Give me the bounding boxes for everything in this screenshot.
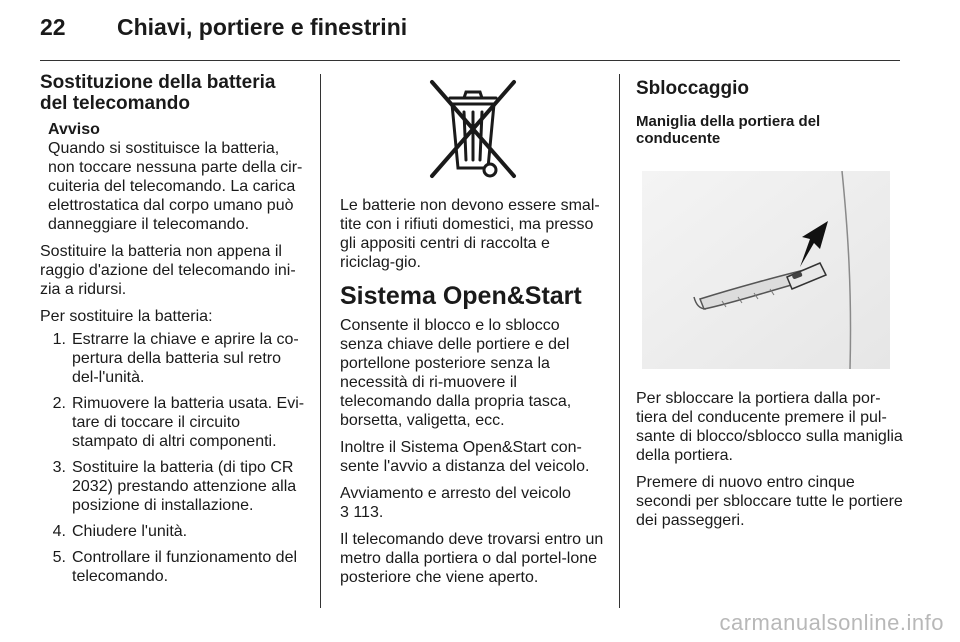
subheading-driver-door: Maniglia della portiera del conducente bbox=[636, 113, 821, 147]
step-text: Estrarre la chiave e aprire la co-pertura della batteria sul retro del-l'unità. bbox=[72, 331, 299, 386]
paragraph: Inoltre il Sistema Open&Start con-sente l'avvio a distanza del veicolo. bbox=[340, 439, 590, 475]
step-text: Controllare il funzionamento del telecomando. bbox=[72, 549, 298, 585]
paragraph: Per sostituire la batteria: bbox=[40, 308, 213, 325]
list-item bbox=[40, 548, 308, 586]
notice-title: Avviso bbox=[48, 121, 100, 138]
paragraph bbox=[340, 484, 606, 522]
door-handle-illustration bbox=[642, 171, 890, 369]
step-number: 5. bbox=[52, 549, 66, 566]
step-number: 1. bbox=[52, 331, 66, 348]
step-text: Rimuovere la batteria usata. Evi-tare di toccare il circuito stampato di altri componenti. bbox=[72, 395, 305, 450]
watermark: carmanualsonline.info bbox=[719, 610, 944, 635]
notice-box bbox=[48, 120, 308, 234]
step-text: Sostituire la batteria (di tipo CR 2032) prestando attenzione alla posizione di installazione. bbox=[72, 459, 297, 514]
step-number: 4. bbox=[52, 523, 66, 540]
notice-text: Quando si sostituisce la batteria, non toccare nessuna parte della cir-cuiteria del telecomando. La carica elettrostatica dal corpo umano può danneggiare il telecomando. bbox=[48, 140, 303, 233]
page-reference-link[interactable]: 3 113. bbox=[340, 504, 384, 521]
section-heading-battery: Sostituzione della batteria del telecomando bbox=[40, 72, 276, 114]
step-text: Chiudere l'unità. bbox=[72, 523, 188, 540]
list-item bbox=[40, 522, 308, 541]
step-number: 3. bbox=[52, 459, 66, 476]
section-heading-unlock: Sbloccaggio bbox=[636, 78, 749, 99]
paragraph: Per sbloccare la portiera dalla por-tiera del conducente premere il pul-sante di blocco/sblocco sulla maniglia della portiera. bbox=[636, 390, 903, 464]
paragraph: Il telecomando deve trovarsi entro un metro dalla portiera o dal portel-lone posteriore che viene aperto. bbox=[340, 531, 604, 586]
column-right bbox=[636, 78, 904, 538]
page-title: Chiavi, portiere e finestrini bbox=[117, 14, 408, 40]
header-divider bbox=[40, 60, 900, 61]
crossed-out-wheelie-bin-icon bbox=[340, 76, 606, 186]
section-heading-open-start: Sistema Open&Start bbox=[340, 282, 582, 310]
paragraph: Consente il blocco e lo sblocco senza chiave delle portiere e del portellone posteriore senza la necessità di ri-muovere il telecomando dalla propria tasca, borsetta, valigetta, ecc. bbox=[340, 317, 572, 429]
list-item bbox=[40, 330, 308, 387]
column-divider-2 bbox=[619, 74, 620, 608]
paragraph: Le batterie non devono essere smal-tite con i rifiuti domestici, ma presso gli appositi centri di raccolta e riciclag-gio. bbox=[340, 197, 600, 271]
steps-list bbox=[40, 330, 308, 586]
paragraph: Premere di nuovo entro cinque secondi per sbloccare tutte le portiere dei passeggeri. bbox=[636, 474, 903, 529]
column-divider-1 bbox=[320, 74, 321, 608]
paragraph: Sostituire la batteria non appena il raggio d'azione del telecomando ini-zia a ridursi. bbox=[40, 243, 296, 298]
step-number: 2. bbox=[52, 395, 66, 412]
text-line: Avviamento e arresto del veicolo bbox=[340, 485, 571, 502]
list-item bbox=[40, 394, 308, 451]
list-item bbox=[40, 458, 308, 515]
column-middle bbox=[340, 76, 606, 595]
column-left bbox=[40, 72, 308, 593]
page-number: 22 bbox=[40, 14, 66, 40]
